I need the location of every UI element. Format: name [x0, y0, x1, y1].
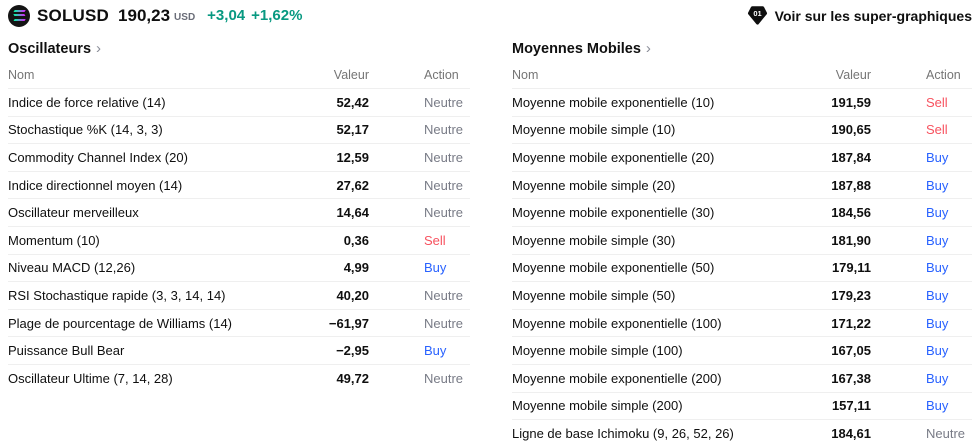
table-row	[512, 199, 972, 227]
indicator-value: 179,23	[831, 287, 871, 303]
indicator-name: Moyenne mobile exponentielle (50)	[512, 260, 715, 276]
indicator-name: Indice de force relative (14)	[8, 94, 166, 110]
indicator-value: 12,59	[336, 149, 369, 165]
symbol-change	[207, 7, 302, 24]
column-header-name: Nom	[512, 68, 539, 82]
symbol-currency: USD	[174, 12, 196, 23]
action-label: Buy	[926, 370, 949, 386]
change-absolute: +3,04	[207, 7, 246, 24]
indicator-name: Moyenne mobile simple (10)	[512, 122, 676, 138]
action-label: Sell	[926, 94, 948, 110]
indicator-name: Moyenne mobile simple (20)	[512, 177, 676, 193]
section-title: Moyennes Mobiles	[512, 41, 641, 57]
chevron-right-icon: ›	[645, 40, 651, 57]
table-header-row	[8, 62, 470, 89]
table-row	[8, 117, 470, 145]
indicator-value: 179,11	[831, 260, 871, 276]
action-label: Buy	[926, 260, 949, 276]
table-row	[512, 172, 972, 200]
oscillators-title-link[interactable]	[8, 36, 470, 62]
table-row	[8, 89, 470, 117]
action-label: Sell	[926, 122, 948, 138]
indicator-name: Moyenne mobile simple (200)	[512, 398, 683, 414]
indicator-value: 52,17	[336, 122, 369, 138]
table-row	[512, 227, 972, 255]
section-title: Oscillateurs	[8, 41, 92, 57]
indicator-value: 181,90	[831, 232, 871, 248]
table-row	[8, 282, 470, 310]
indicator-value: 167,05	[831, 343, 871, 359]
oscillators-table	[8, 36, 470, 393]
indicator-value: 184,61	[831, 426, 871, 442]
solana-logo-icon	[8, 5, 30, 27]
indicator-name: Moyenne mobile exponentielle (20)	[512, 149, 715, 165]
indicator-name: Stochastique %K (14, 3, 3)	[8, 122, 163, 138]
table-row	[512, 117, 972, 145]
chevron-right-icon: ›	[96, 40, 102, 57]
table-row	[512, 393, 972, 421]
table-header-row	[512, 62, 972, 89]
indicator-name: Moyenne mobile simple (100)	[512, 343, 683, 359]
indicator-name: Moyenne mobile exponentielle (200)	[512, 370, 722, 386]
indicator-value: 40,20	[336, 287, 369, 303]
table-row	[8, 227, 470, 255]
table-row	[512, 144, 972, 172]
table-row	[8, 172, 470, 200]
indicator-name: Moyenne mobile simple (50)	[512, 287, 676, 303]
indicator-value: 0,36	[343, 232, 369, 248]
change-percent: +1,62%	[251, 7, 303, 24]
indicator-name: Commodity Channel Index (20)	[8, 149, 188, 165]
indicator-value: 191,59	[831, 94, 871, 110]
symbol-price: 190,23	[118, 5, 171, 25]
action-label: Neutre	[424, 177, 464, 193]
indicator-name: RSI Stochastique rapide (3, 3, 14, 14)	[8, 287, 226, 303]
indicator-name: Oscillateur merveilleux	[8, 205, 139, 221]
table-row	[8, 337, 470, 365]
tradingview-logo-icon	[747, 5, 768, 26]
table-row	[512, 89, 972, 117]
table-row	[8, 144, 470, 172]
indicator-name: Momentum (10)	[8, 232, 100, 248]
action-label: Buy	[926, 205, 949, 221]
action-label: Buy	[424, 260, 447, 276]
action-label: Buy	[926, 149, 949, 165]
indicator-value: 184,56	[831, 205, 871, 221]
indicator-name: Plage de pourcentage de Williams (14)	[8, 315, 233, 331]
action-label: Neutre	[926, 426, 966, 442]
indicator-value: 190,65	[831, 122, 871, 138]
open-supercharts-link[interactable]	[747, 5, 972, 26]
column-header-value: Valeur	[835, 68, 871, 82]
action-label: Buy	[926, 343, 949, 359]
svg-text:01: 01	[752, 9, 762, 19]
table-row	[8, 365, 470, 393]
indicator-value: 27,62	[336, 177, 369, 193]
column-header-action: Action	[424, 68, 459, 82]
indicator-value: 167,38	[831, 370, 871, 386]
indicator-name: Moyenne mobile exponentielle (100)	[512, 315, 722, 331]
action-label: Neutre	[424, 287, 464, 303]
table-row	[512, 365, 972, 393]
action-label: Neutre	[424, 149, 464, 165]
indicator-value: −2,95	[336, 343, 369, 359]
action-label: Buy	[926, 177, 949, 193]
column-header-action: Action	[926, 68, 961, 82]
action-label: Neutre	[424, 205, 464, 221]
symbol-header	[0, 0, 980, 31]
indicator-name: Moyenne mobile simple (30)	[512, 232, 676, 248]
table-row	[512, 255, 972, 283]
indicator-name: Moyenne mobile exponentielle (10)	[512, 94, 715, 110]
table-body	[8, 89, 470, 393]
table-row	[8, 255, 470, 283]
indicator-name: Puissance Bull Bear	[8, 343, 125, 359]
action-label: Buy	[424, 343, 447, 359]
action-label: Buy	[926, 287, 949, 303]
indicator-value: 187,84	[831, 149, 871, 165]
indicator-value: 14,64	[336, 205, 369, 221]
action-label: Neutre	[424, 94, 464, 110]
indicator-value: −61,97	[328, 315, 369, 331]
indicator-name: Niveau MACD (12,26)	[8, 260, 136, 276]
indicator-name: Ligne de base Ichimoku (9, 26, 52, 26)	[512, 426, 734, 442]
action-label: Buy	[926, 315, 949, 331]
action-label: Buy	[926, 232, 949, 248]
column-header-value: Valeur	[333, 68, 369, 82]
moving-averages-table	[512, 36, 972, 447]
column-header-name: Nom	[8, 68, 35, 82]
indicator-value: 187,88	[831, 177, 871, 193]
table-row	[512, 282, 972, 310]
action-label: Neutre	[424, 371, 464, 387]
indicator-name: Indice directionnel moyen (14)	[8, 177, 183, 193]
table-row	[512, 337, 972, 365]
table-row	[8, 199, 470, 227]
table-row	[512, 310, 972, 338]
action-label: Buy	[926, 398, 949, 414]
indicator-value: 49,72	[336, 371, 369, 387]
table-row	[512, 420, 972, 447]
indicator-name: Moyenne mobile exponentielle (30)	[512, 205, 715, 221]
indicator-value: 157,11	[831, 398, 871, 414]
action-label: Sell	[424, 232, 446, 248]
moving-averages-title-link[interactable]	[512, 36, 972, 62]
table-row	[8, 310, 470, 338]
indicator-value: 52,42	[336, 94, 369, 110]
indicator-name: Oscillateur Ultime (7, 14, 28)	[8, 371, 173, 387]
indicator-value: 171,22	[831, 315, 871, 331]
supercharts-link-label: Voir sur les super-graphiques	[774, 7, 972, 24]
symbol-name: SOLUSD	[37, 5, 110, 25]
action-label: Neutre	[424, 315, 464, 331]
table-body	[512, 89, 972, 447]
indicator-value: 4,99	[343, 260, 369, 276]
action-label: Neutre	[424, 122, 464, 138]
